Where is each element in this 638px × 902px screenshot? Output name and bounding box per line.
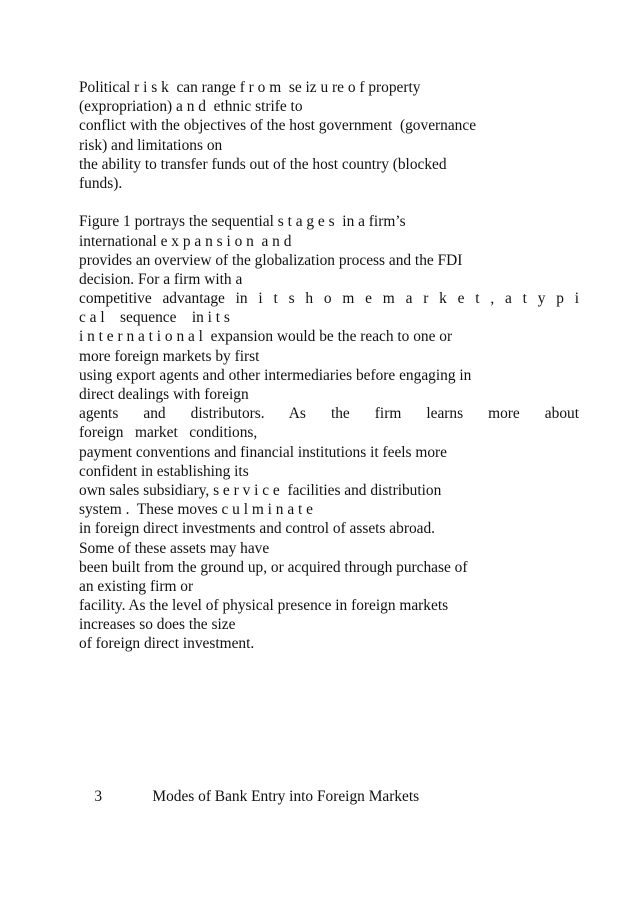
text-line: competitive advantage in i t s h o m e m a r k e t , a t y p i [79, 290, 579, 308]
text-line: payment conventions and financial institutions it feels more [79, 443, 448, 461]
text-line: own sales subsidiary, s e r v i c e facilities and distribution [79, 481, 442, 499]
text-line: decision. For a firm with a [79, 270, 243, 288]
text-line: conflict with the objectives of the host government (governance [79, 117, 477, 135]
text-line: risk) and limitations on [79, 136, 223, 154]
paragraph-gap [79, 193, 579, 212]
section-heading [79, 768, 579, 826]
text-line: Figure 1 portrays the sequential s t a g e s in a firm’s [79, 213, 406, 231]
body-text [79, 78, 579, 654]
text-line: Political r i s k can range f r o m se iz u re o f property [79, 79, 421, 96]
section-title: Modes of Bank Entry into Foreign Markets [152, 788, 420, 806]
text-line: provides an overview of the globalization process and the FDI [79, 251, 463, 269]
section-number: 3 [94, 788, 103, 806]
text-line: increases so does the size [79, 616, 236, 634]
text-line: been built from the ground up, or acquired through purchase of [79, 558, 468, 576]
text-line: Some of these assets may have [79, 539, 270, 557]
text-line: system . These moves c u l m i n a t e [79, 501, 313, 519]
text-line: direct dealings with foreign [79, 386, 249, 403]
text-line: confident in establishing its [79, 462, 249, 480]
text-line: foreign market conditions, [79, 424, 258, 442]
text-line: using export agents and other intermediaries before engaging in [79, 366, 472, 384]
text-line: in foreign direct investments and control of assets abroad. [79, 520, 436, 538]
text-line: (expropriation) a n d ethnic strife to [79, 98, 303, 116]
text-line: the ability to transfer funds out of the host country (blocked [79, 155, 447, 173]
text-line: c a l sequence in i t s [79, 309, 230, 327]
text-line: funds). [79, 174, 123, 192]
text-line: i n t e r n a t i o n a l expansion would be the reach to one or [79, 328, 453, 346]
text-line: agents and distributors. As the firm learns more about [79, 405, 579, 423]
text-line: an existing firm or [79, 577, 194, 595]
text-line: facility. As the level of physical presence in foreign markets [79, 597, 449, 615]
text-line: more foreign markets by first [79, 347, 260, 365]
text-line: international e x p a n s i o n a n d [79, 232, 292, 250]
text-line: of foreign direct investment. [79, 635, 255, 653]
